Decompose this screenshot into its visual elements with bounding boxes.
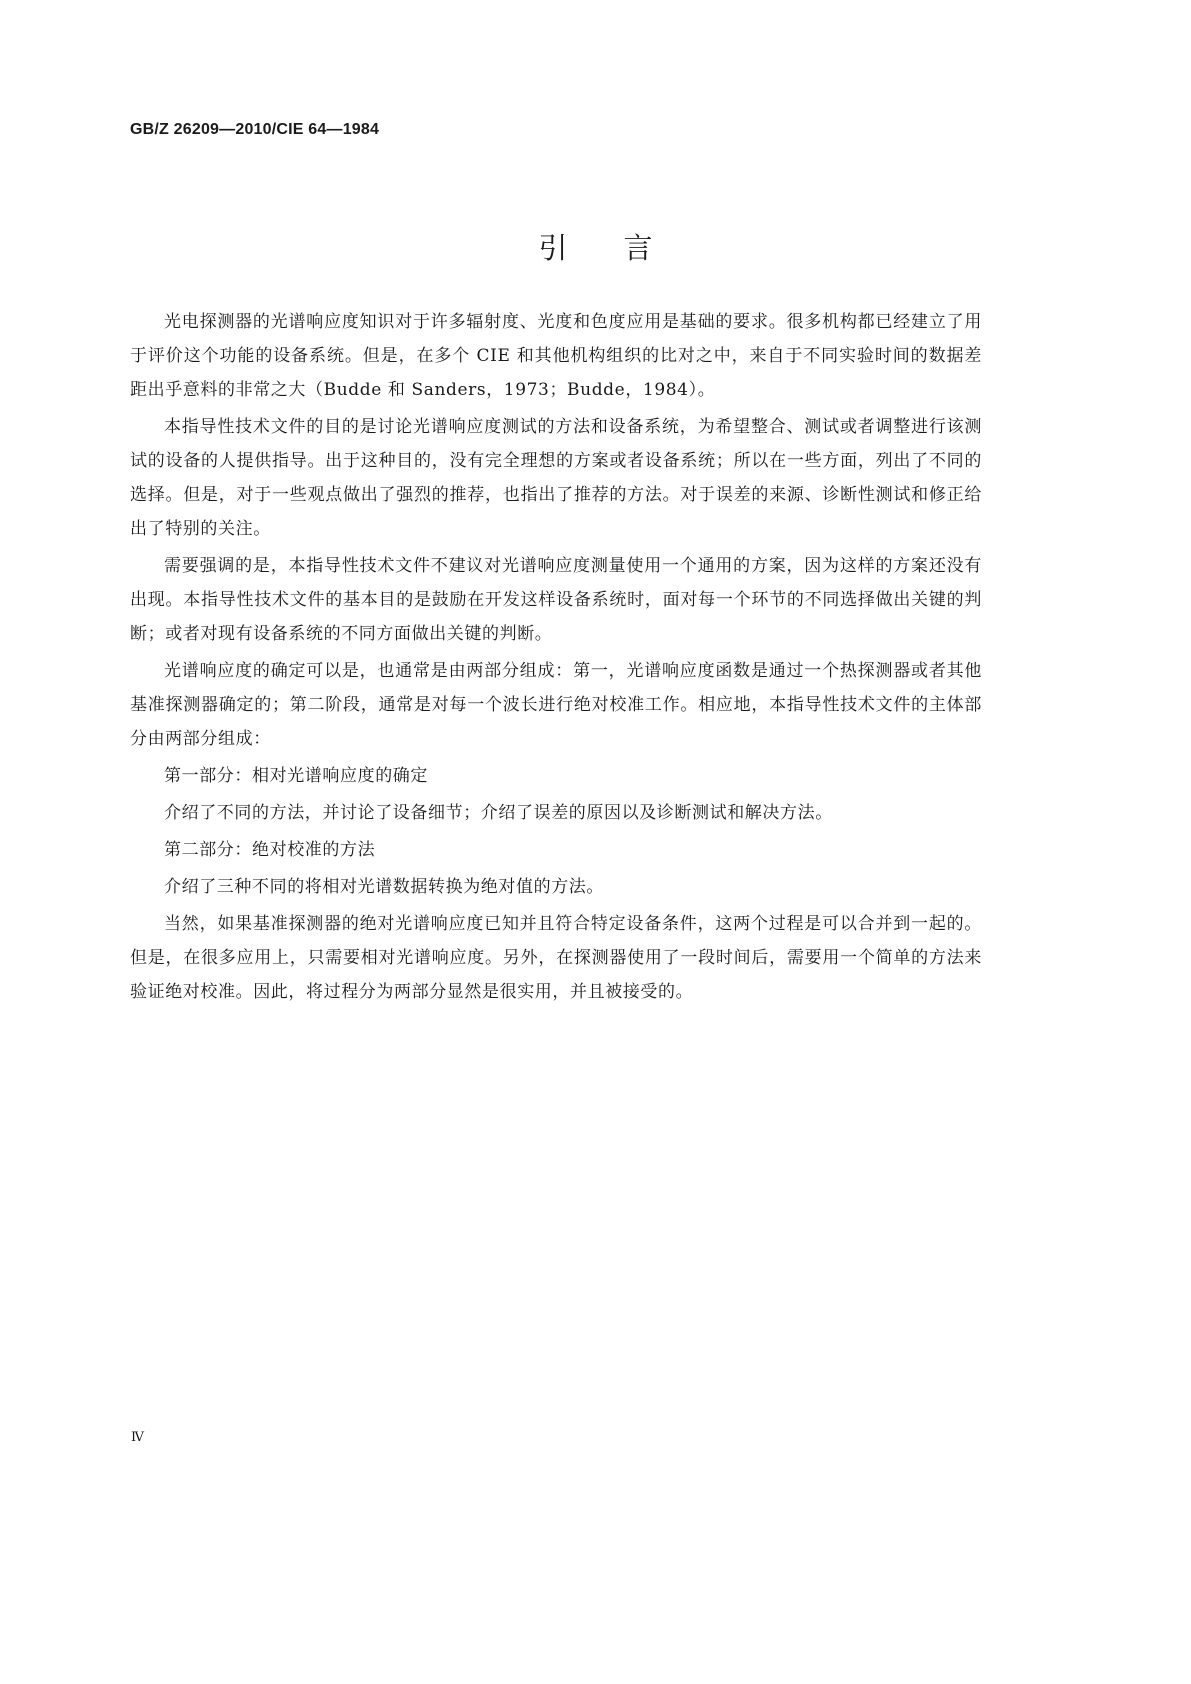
part-two-heading: 第二部分：绝对校准的方法 — [164, 840, 376, 860]
paragraph: 光谱响应度的确定可以是，也通常是由两部分组成：第一，光谱响应度函数是通过一个热探测器或者其他基准探测器确定的；第二阶段，通常是对每一个波长进行绝对校准工作。相应地，本指导性技术文件的主体部分由两部分组成： — [130, 661, 982, 749]
page-number: Ⅳ — [131, 1430, 144, 1445]
standard-code: GB/Z 26209—2010/CIE 64—1984 — [130, 121, 380, 138]
paragraph: 光电探测器的光谱响应度知识对于许多辐射度、光度和色度应用是基础的要求。很多机构都已经建立了用于评价这个功能的设备系统。但是，在多个 CIE 和其他机构组织的比对之中，来自于不同实验时间的数据差距出乎意料的非常之大（Budde 和 Sanders，1973；Budde，1984）。 — [130, 312, 982, 400]
part-one-description: 介绍了不同的方法，并讨论了设备细节；介绍了误差的原因以及诊断测试和解决方法。 — [164, 803, 833, 823]
paragraph: 需要强调的是，本指导性技术文件不建议对光谱响应度测量使用一个通用的方案，因为这样的方案还没有出现。本指导性技术文件的基本目的是鼓励在开发这样设备系统时，面对每一个环节的不同选择做出关键的判断；或者对现有设备系统的不同方面做出关键的判断。 — [130, 556, 982, 644]
part-one-heading: 第一部分：相对光谱响应度的确定 — [164, 766, 428, 786]
paragraph: 当然，如果基准探测器的绝对光谱响应度已知并且符合特定设备条件，这两个过程是可以合并到一起的。但是，在很多应用上，只需要相对光谱响应度。另外，在探测器使用了一段时间后，需要用一个简单的方法来验证绝对校准。因此，将过程分为两部分显然是很实用，并且被接受的。 — [130, 914, 982, 1002]
part-two-description: 介绍了三种不同的将相对光谱数据转换为绝对值的方法。 — [164, 877, 604, 897]
body-text — [130, 305, 982, 1012]
paragraph: 本指导性技术文件的目的是讨论光谱响应度测试的方法和设备系统，为希望整合、测试或者调整进行该测试的设备的人提供指导。出于这种目的，没有完全理想的方案或者设备系统；所以在一些方面，列出了不同的选择。但是，对于一些观点做出了强烈的推荐，也指出了推荐的方法。对于误差的来源、诊断性测试和修正给出了特别的关注。 — [130, 417, 982, 539]
page-title: 引言 — [538, 231, 709, 265]
